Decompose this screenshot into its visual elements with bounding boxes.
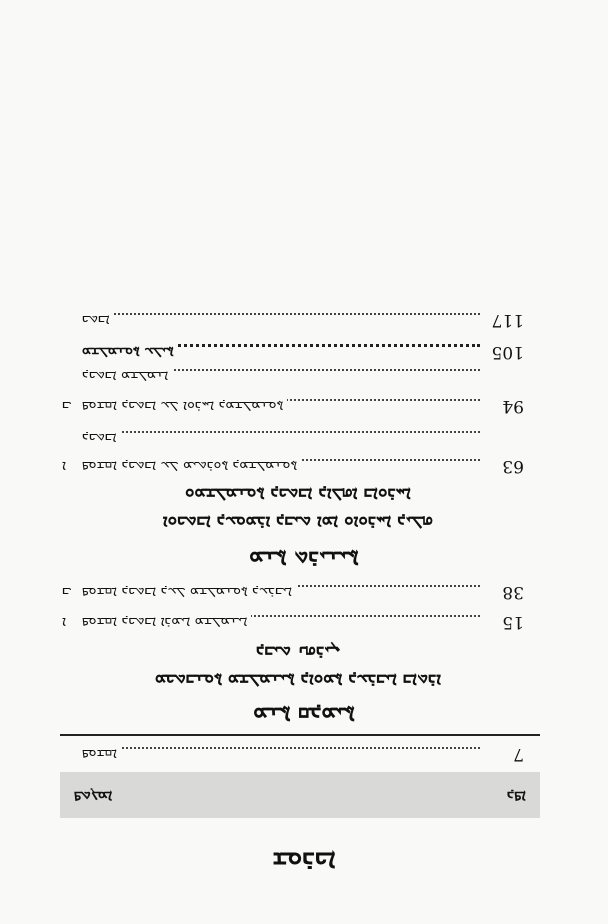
entry-text: ܦܘܫܩܐ — [82, 746, 121, 762]
page-number: 117 — [491, 310, 524, 330]
page-number: 63 — [502, 456, 524, 476]
page-number: 15 — [502, 612, 524, 632]
page-number: 38 — [502, 582, 524, 602]
header-chapter-label: ܦܬܓܡܐ — [74, 788, 113, 806]
page-number: 105 — [491, 342, 524, 362]
entry-marker: ܐ — [62, 458, 66, 474]
page-title: ܫܘܪܟܐ — [272, 846, 336, 876]
page-number: 7 — [513, 744, 524, 764]
section2-description-line1: ܐܘܟܬܒܐ ܕܥܘܡܪܐ ܕܒܝܬ ܐܡܐ ܘܐܘܪܚܐ ܕܝܠܗ — [162, 512, 434, 532]
section1-description-line2: ܕܒܝܬ ܢܗܪܝܢ — [256, 642, 340, 662]
leader-dots — [82, 431, 480, 433]
toc-row[interactable] — [60, 452, 540, 476]
toc-row[interactable] — [60, 424, 540, 448]
entry-marker: ܐ — [62, 614, 66, 630]
entry-text: ܕܟܬܒܐ — [82, 430, 121, 446]
section1-heading: ܡܢܬܐ ܩܕܡܝܬܐ — [253, 702, 355, 728]
toc-row[interactable] — [60, 362, 540, 386]
leader-dots — [82, 313, 480, 315]
toc-header — [60, 772, 540, 818]
toc-row[interactable] — [60, 392, 540, 416]
toc-row[interactable] — [60, 306, 540, 330]
entry-marker: ܒ — [62, 398, 72, 414]
section2-heading: ܡܢܬܐ ܬܪܝܢܝܬܐ — [249, 546, 359, 572]
page-number: 94 — [502, 396, 524, 416]
section2-description-line2: ܘܡܫܠܡܢܘܬܐ ܕܟܬܒܐ ܕܐܠܗܐ ܒܐܘܪܚܐ — [185, 484, 411, 504]
entry-text: ܦܘܫܩܐ ܕܟܬܒܐ ܥܠ ܐܘܪܚܐ ܕܡܫܠܡܢܘܬܐ — [82, 398, 287, 414]
section1-description-line1: ܡܟܬܒܢܘܬܐ ܡܫܠܡܢܝܬܐ ܕܐܘܡܬܐ ܕܥܪܒܝܐ ܒܐܬܪܐ — [154, 670, 442, 690]
toc-row[interactable] — [60, 338, 540, 362]
entry-text: ܦܘܫܩܐ ܕܟܬܒܐ ܥܠ ܡܝܬܪܘܬܐ ܕܡܫܠܡܢܘܬܐ — [82, 458, 301, 474]
leader-dots — [82, 747, 480, 749]
toc-row[interactable] — [60, 578, 540, 602]
entry-text: ܟܬܒܐ — [82, 312, 114, 328]
entry-marker: ܒ — [62, 584, 72, 600]
header-page-label: ܕܦܐ — [506, 788, 526, 806]
entry-text: ܦܘܫܩܐ ܕܟܬܒܐ ܐܪܡܝܐ ܡܫܠܡܢܝܐ — [82, 614, 252, 630]
entry-text: ܦܘܫܩܐ ܕܟܬܒܐ ܕܥܠ ܡܫܠܡܢܘܬܐ ܕܥܪܒܝܐ — [82, 584, 296, 600]
divider — [60, 734, 540, 736]
toc-row[interactable] — [60, 608, 540, 632]
entry-text: ܕܟܬܒܐ ܡܫܠܡܢܐ — [82, 368, 172, 384]
entry-text: ܡܫܠܡܢܘܬܐ ܥܠܝܬܐ — [82, 344, 178, 360]
toc-row-intro[interactable] — [60, 740, 540, 764]
